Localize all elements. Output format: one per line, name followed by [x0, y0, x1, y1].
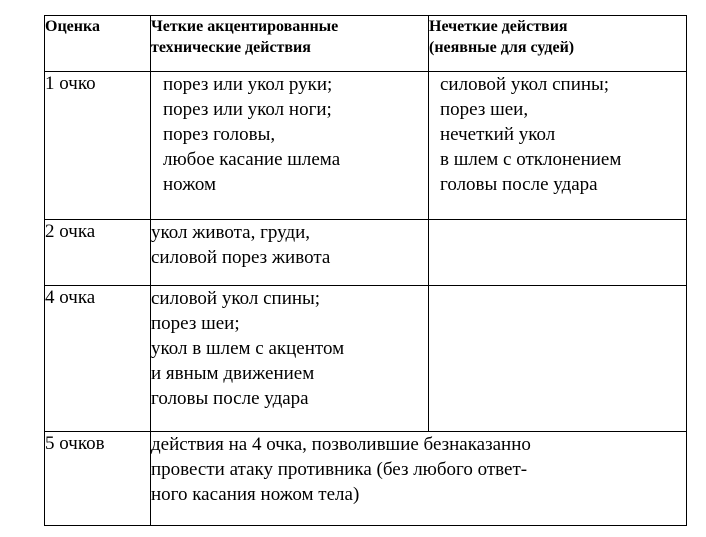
score-cell: 2 очка [45, 220, 151, 286]
header-score: Оценка [45, 16, 151, 72]
table-row [45, 432, 687, 526]
table-row [45, 286, 687, 432]
score-cell: 1 очко [45, 72, 151, 220]
unclear-actions-cell [429, 286, 687, 432]
header-clear-actions: Четкие акцентированные технические действия [151, 16, 429, 72]
clear-actions-cell: порез или укол руки; порез или укол ноги; порез головы, любое касание шлема ножом [151, 72, 429, 220]
scoring-table [44, 15, 687, 526]
score-cell: 4 очка [45, 286, 151, 432]
score-cell: 5 очков [45, 432, 151, 526]
clear-actions-cell: укол живота, груди, силовой порез живота [151, 220, 429, 286]
header-unclear-actions: Нечеткие действия (неявные для судей) [429, 16, 687, 72]
combined-actions-cell: действия на 4 очка, позволившие безнаказанно провести атаку противника (без любого ответ- ного касания ножом тела) [151, 432, 687, 526]
table-row [45, 220, 687, 286]
clear-actions-cell: силовой укол спины; порез шеи; укол в шлем с акцентом и явным движением головы после удара [151, 286, 429, 432]
unclear-actions-cell [429, 220, 687, 286]
table-row [45, 72, 687, 220]
table-header-row [45, 16, 687, 72]
unclear-actions-cell: силовой укол спины; порез шеи, нечеткий укол в шлем с отклонением головы после удара [429, 72, 687, 220]
